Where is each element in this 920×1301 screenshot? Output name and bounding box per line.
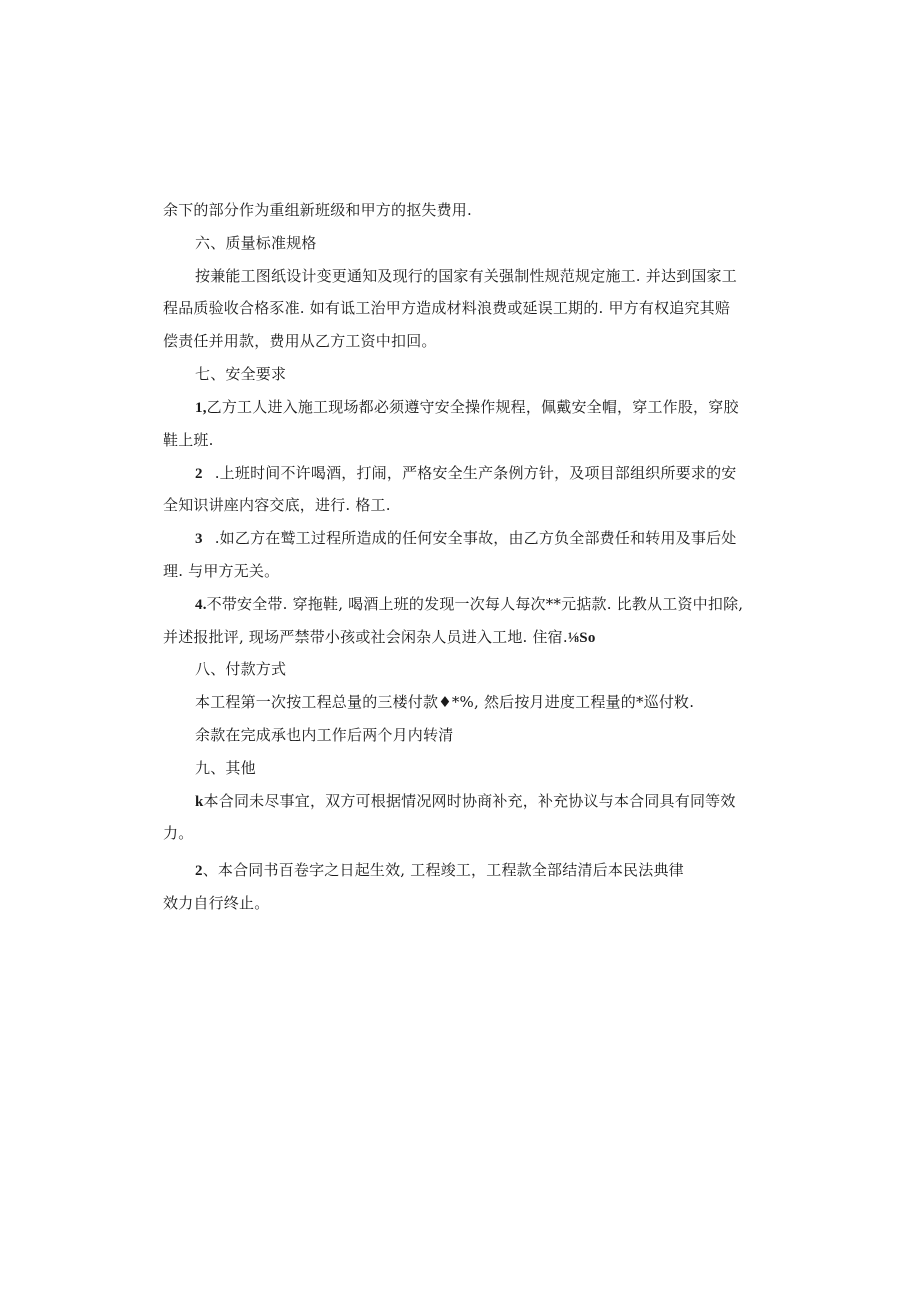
section-7-item-1: 1,乙方工人进入施工现场都必须遵守安全操作规程，佩戴安全帽，穿工作股，穿胶 xyxy=(195,398,739,416)
section-7-item-3-continuation: 理. 与甲方无关。 xyxy=(163,562,280,580)
section-6-paragraph-line: 程品质验收合格豕准. 如有诋工治甲方造成材料浪费或延误工期的. 甲方有权追究其赔 xyxy=(163,299,731,317)
section-8-line: 余款在完成承也内工作后两个月内转清 xyxy=(195,726,454,744)
section-9-item-2-continuation: 效力自行终止。 xyxy=(163,894,270,912)
section-9-item-1: k本合同未尽事宜，双方可根据情况网时协商补充，补充协议与本合同具有同等效 xyxy=(195,792,736,810)
item-number: 2 xyxy=(195,466,203,482)
section-9-item-1-continuation: 力。 xyxy=(163,824,194,842)
section-8-heading: 八、付款方式 xyxy=(195,660,287,678)
section-6-paragraph-line: 偿责任并用款，费用从乙方工资中扣回。 xyxy=(163,332,437,350)
section-7-item-4-continuation: 并述报批评, 现场严禁带小孩或社会闲杂人员进入工地. 住宿.⅛So xyxy=(163,628,596,646)
section-7-item-3: 3 .如乙方在鹫工过程所造成的任何安全事故，由乙方负全部费任和转用及事后处 xyxy=(195,529,737,547)
section-6-heading: 六、质量标准规格 xyxy=(195,234,317,252)
section-7-item-2-continuation: 全知识讲座内容交底，进行. 格工. xyxy=(163,496,391,514)
item-number: 1, xyxy=(195,400,207,416)
item-number: 4. xyxy=(195,597,207,613)
section-6-paragraph-line: 按兼能工图纸设计变更通知及现行的国家有关强制性规范规定施工. 并达到国家工 xyxy=(195,267,737,285)
section-7-item-1-continuation: 鞋上班. xyxy=(163,431,214,449)
section-7-item-2: 2 .上班时间不许喝酒，打闹，严格安全生产条例方针，及项目部组织所要求的安 xyxy=(195,464,737,482)
item-number: 2 xyxy=(195,863,203,879)
section-8-line: 本工程第一次按工程总量的三楼付款♦*%, 然后按月进度工程量的*巡付敉. xyxy=(195,693,695,711)
section-7-heading: 七、安全要求 xyxy=(195,365,287,383)
section-9-heading: 九、其他 xyxy=(195,759,256,777)
item-number: 3 xyxy=(195,531,203,547)
section-9-item-2: 2、本合同书百卷字之日起生效, 工程竣工，工程款全部结清后本民法典律 xyxy=(195,861,684,879)
intro-text: 余下的部分作为重组新班级和甲方的抠失费用. xyxy=(163,201,472,219)
item-number: k xyxy=(195,794,204,810)
intro-line xyxy=(163,200,472,220)
section-7-item-4: 4.不带安全带. 穿拖鞋, 喝酒上班的发现一次每人每次**元掂款. 比教从工资中扣除, xyxy=(195,595,744,613)
